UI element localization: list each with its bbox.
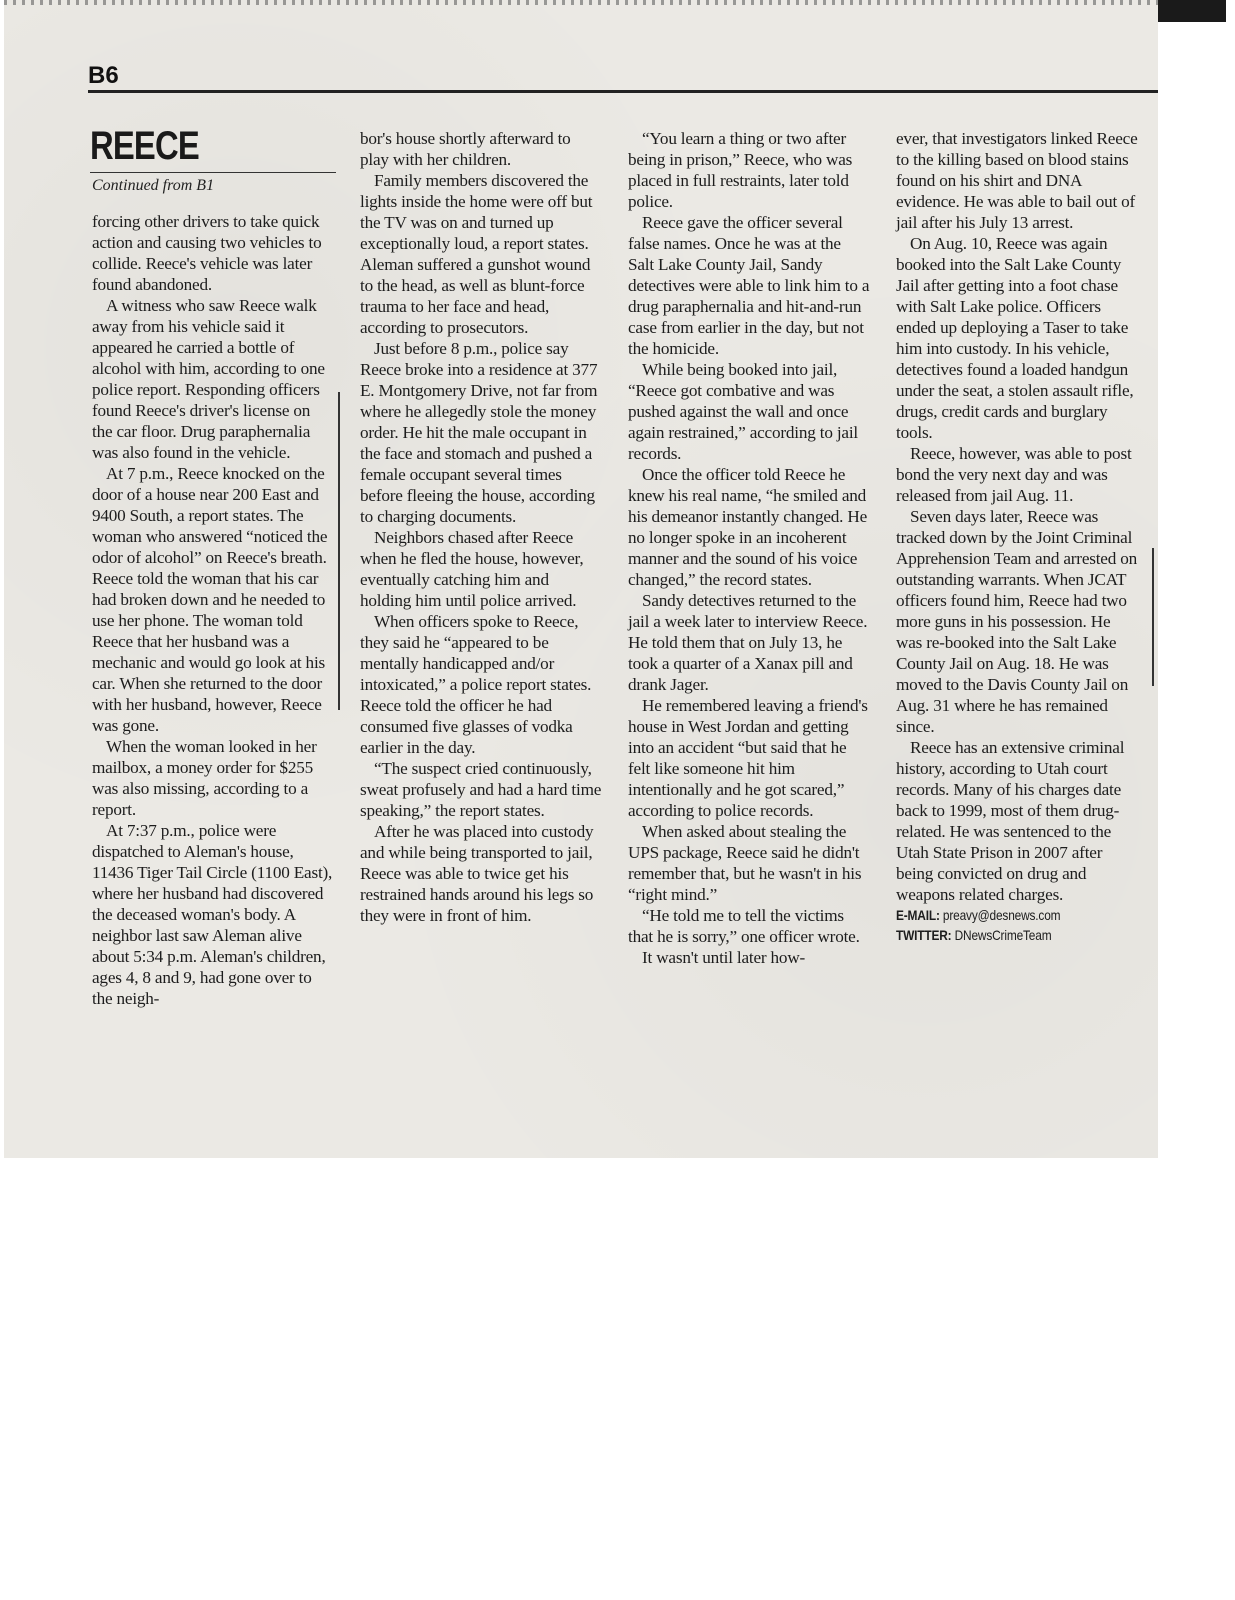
article-paragraph: When officers spoke to Reece, they said he “appeared to be mentally handicapped and/or intoxicated,” a police report states. Reece told the officer he had consumed five glasses of vodka earlier in the day. [360, 612, 592, 757]
article-paragraph: Reece, however, was able to post bond the very next day and was released from jail Aug. 11. [896, 444, 1132, 505]
headline-rule [90, 172, 336, 173]
article-paragraph: After he was placed into custody and while being transported to jail, Reece was able to twice get his restrained hands around his legs so they were in front of him. [360, 822, 594, 925]
article-paragraph: While being booked into jail, “Reece got combative and was pushed against the wall and once again restrained,” according to jail records. [628, 360, 858, 463]
email-address: preavy@desnews.com [942, 907, 1061, 923]
continued-note: Continued from B1 [92, 177, 215, 194]
article-paragraph: Family members discovered the lights inside the home were off but the TV was on and turned up exceptionally loud, a report states. Aleman suffered a gunshot wound to the head, as well as blunt-force trauma to her face and head, according to prosecutors. [360, 171, 593, 337]
article-paragraph: Neighbors chased after Reece when he fled the house, however, eventually catching him and holding him until police arrived. [360, 528, 584, 610]
article-paragraph: When the woman looked in her mailbox, a money order for $255 was also missing, according to a report. [92, 737, 317, 819]
headline: REECE [90, 124, 199, 168]
article-paragraph: “You learn a thing or two after being in prison,” Reece, who was placed in full restraints, later told police. [628, 129, 853, 211]
article-paragraph: Sandy detectives returned to the jail a week later to interview Reece. He told them that on July 13, he took a quarter of a Xanax pill and drank Jager. [628, 591, 868, 694]
article-paragraph: Just before 8 p.m., police say Reece broke into a residence at 377 E. Montgomery Drive, not far from where he allegedly stole the money order. He hit the male occupant in the face and stomach and pushed a female occupant several times before fleeing the house, according to charging documents. [360, 339, 598, 526]
article-paragraph: Once the officer told Reece he knew his real name, “he smiled and his demeanor instantly changed. He no longer spoke in an incoherent manner and the sound of his voice changed,” the record states. [628, 465, 868, 589]
perforation-edge [4, 0, 1158, 5]
article-column-1 [92, 211, 334, 1009]
article-paragraph: When asked about stealing the UPS package, Reece said he didn't remember that, but he wasn't in his “right mind.” [628, 822, 862, 904]
twitter-line [896, 925, 1102, 945]
article-column-4 [896, 128, 1138, 945]
article-paragraph: Reece has an extensive criminal history, according to Utah court records. Many of his charges date back to 1999, most of them drug-related. He was sentenced to the Utah State Prison in 2007 after being convicted on drug and weapons related charges. [896, 738, 1125, 904]
twitter-label: TWITTER: [896, 927, 952, 943]
page-number: B6 [88, 62, 119, 89]
margin-mark [1152, 548, 1154, 686]
article-paragraph: At 7 p.m., Reece knocked on the door of a house near 200 East and 9400 South, a report states. The woman who answered “noticed the odor of alcohol” on Reece's breath. Reece told the woman that his car had broken down and he needed to use her phone. The woman told Reece that her husband was a mechanic and would go look at his car. When she returned to the door with her husband, however, Reece was gone. [92, 464, 328, 735]
article-column-2 [360, 128, 602, 926]
scan-edge-shadow [1158, 0, 1235, 22]
article-paragraph: He remembered leaving a friend's house in West Jordan and getting into an accident “but said that he felt like someone hit him intentionally and he got scared,” according to police records. [628, 696, 868, 820]
article-paragraph: “The suspect cried continuously, sweat profusely and had a hard time speaking,” the report states. [360, 759, 602, 820]
article-column-3 [628, 128, 870, 968]
article-paragraph: bor's house shortly afterward to play with her children. [360, 129, 571, 169]
article-paragraph: At 7:37 p.m., police were dispatched to Aleman's house, 11436 Tiger Tail Circle (1100 East), where her husband had discovered the deceased woman's body. A neighbor last saw Aleman alive about 5:34 p.m. Aleman's children, ages 4, 8 and 9, had gone over to the neigh- [92, 821, 333, 1008]
article-paragraph: A witness who saw Reece walk away from his vehicle said it appeared he carried a bottle of alcohol with him, according to one police report. Responding officers found Reece's driver's license on the car floor. Drug paraphernalia was also found in the vehicle. [92, 296, 325, 462]
page-rule [88, 90, 1158, 93]
margin-mark [338, 392, 340, 710]
scan-margin [1226, 0, 1235, 1600]
article-paragraph: It wasn't until later how- [642, 948, 806, 967]
article-paragraph: On Aug. 10, Reece was again booked into the Salt Lake County Jail after getting into a foot chase with Salt Lake police. Officers ended up deploying a Taser to take him into custody. In his vehicle, detectives found a loaded handgun under the seat, a stolen assault rifle, drugs, credit cards and burglary tools. [896, 234, 1134, 442]
email-line [896, 905, 1102, 925]
article-paragraph: ever, that investigators linked Reece to the killing based on blood stains found on his shirt and DNA evidence. He was able to bail out of jail after his July 13 arrest. [896, 129, 1138, 232]
author-contact [896, 905, 1102, 945]
article-paragraph: forcing other drivers to take quick action and causing two vehicles to collide. Reece's vehicle was later found abandoned. [92, 212, 322, 294]
email-label: E-MAIL: [896, 907, 940, 923]
twitter-handle: DNewsCrimeTeam [954, 927, 1052, 943]
newspaper-clipping [4, 0, 1158, 1158]
article-paragraph: Seven days later, Reece was tracked down by the Joint Criminal Apprehension Team and arrested on outstanding warrants. When JCAT officers found him, Reece had two more guns in his possession. He was re-booked into the Salt Lake County Jail on Aug. 18. He was moved to the Davis County Jail on Aug. 31 where he has remained since. [896, 507, 1138, 736]
article-paragraph: Reece gave the officer several false names. Once he was at the Salt Lake County Jail, Sandy detectives were able to link him to a drug paraphernalia and hit-and-run case from earlier in the day, but not the homicide. [628, 213, 870, 358]
article-paragraph: “He told me to tell the victims that he is sorry,” one officer wrote. [628, 906, 860, 946]
